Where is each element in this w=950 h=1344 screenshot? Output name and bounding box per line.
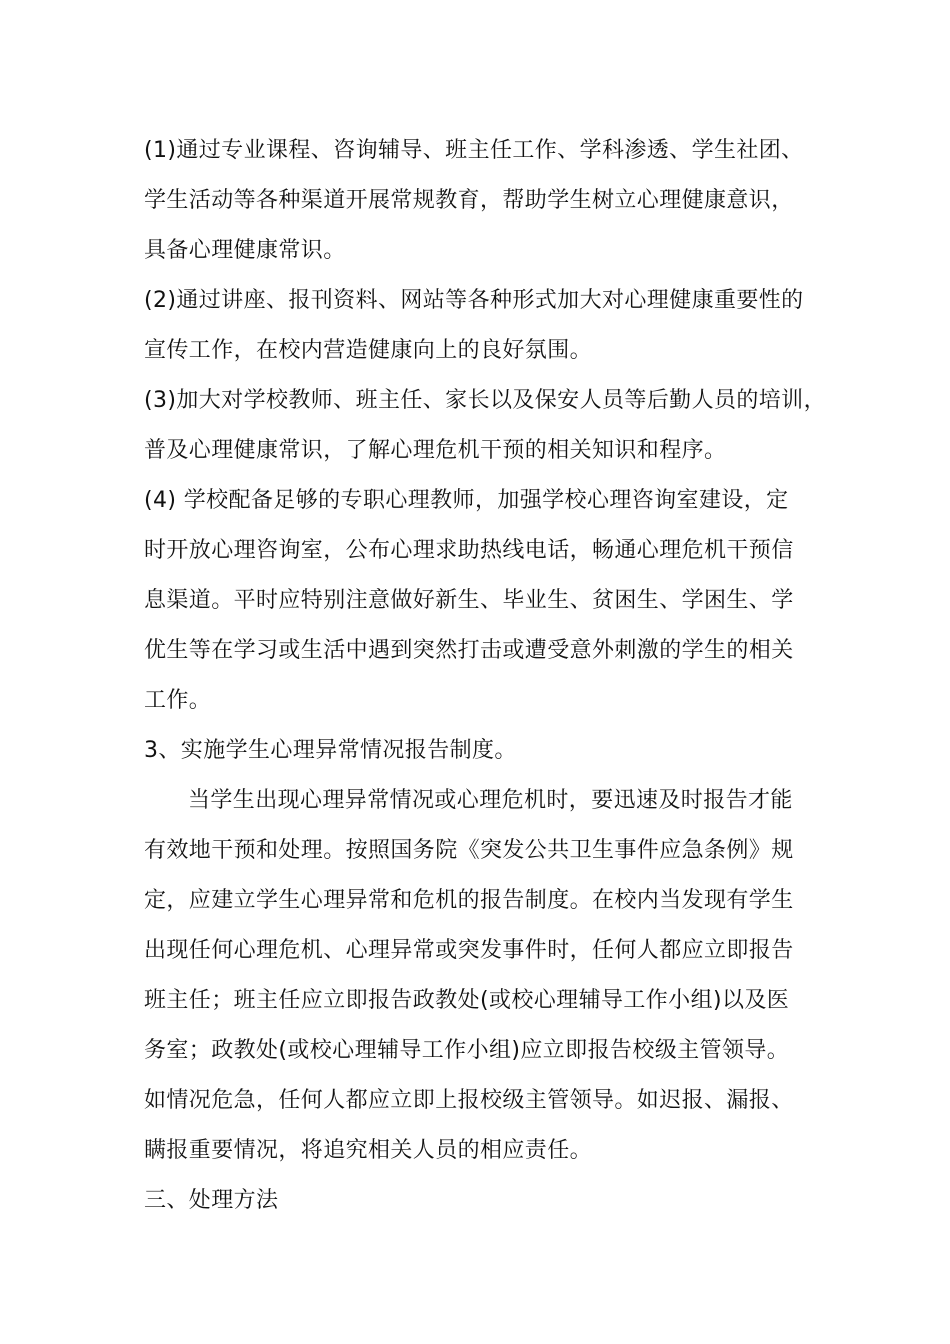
text-line: 优生等在学习或生活中遇到突然打击或遭受意外刺激的学生的相关 bbox=[144, 638, 794, 663]
text-line: 班主任；班主任应立即报告政教处(或校心理辅导工作小组)以及医 bbox=[144, 988, 790, 1013]
text-line: 定，应建立学生心理异常和危机的报告制度。在校内当发现有学生 bbox=[144, 888, 794, 913]
section-heading: 三、处理方法 bbox=[144, 1188, 279, 1213]
text-line: 如情况危急，任何人都应立即上报校级主管领导。如迟报、漏报、 bbox=[144, 1088, 794, 1113]
text-line: (4) 学校配备足够的专职心理教师，加强学校心理咨询室建设，定 bbox=[144, 488, 789, 513]
text-line: (2)通过讲座、报刊资料、网站等各种形式加大对心理健康重要性的 bbox=[144, 288, 804, 313]
text-line: 瞒报重要情况，将追究相关人员的相应责任。 bbox=[144, 1138, 593, 1163]
document-body bbox=[144, 126, 834, 1226]
text-line: 有效地干预和处理。按照国务院《突发公共卫生事件应急条例》规 bbox=[144, 838, 794, 863]
text-line: 出现任何心理危机、心理异常或突发事件时，任何人都应立即报告 bbox=[144, 938, 794, 963]
text-line: 时开放心理咨询室，公布心理求助热线电话，畅通心理危机干预信 bbox=[144, 538, 794, 563]
section-heading: 3、实施学生心理异常情况报告制度。 bbox=[144, 738, 517, 763]
text-line: (3)加大对学校教师、班主任、家长以及保安人员等后勤人员的培训， bbox=[144, 388, 826, 413]
text-line: 务室；政教处(或校心理辅导工作小组)应立即报告校级主管领导。 bbox=[144, 1038, 790, 1063]
text-line: 工作。 bbox=[144, 688, 212, 713]
text-line: 普及心理健康常识，了解心理危机干预的相关知识和程序。 bbox=[144, 438, 727, 463]
paragraph-first-line: 当学生出现心理异常情况或心理危机时，要迅速及时报告才能 bbox=[188, 788, 793, 813]
text-line: 息渠道。平时应特别注意做好新生、毕业生、贫困生、学困生、学 bbox=[144, 588, 794, 613]
text-line: 学生活动等各种渠道开展常规教育，帮助学生树立心理健康意识， bbox=[144, 188, 794, 213]
text-line: 宣传工作，在校内营造健康向上的良好氛围。 bbox=[144, 338, 593, 363]
text-line: (1)通过专业课程、咨询辅导、班主任工作、学科渗透、学生社团、 bbox=[144, 138, 804, 163]
text-line: 具备心理健康常识。 bbox=[144, 238, 346, 263]
